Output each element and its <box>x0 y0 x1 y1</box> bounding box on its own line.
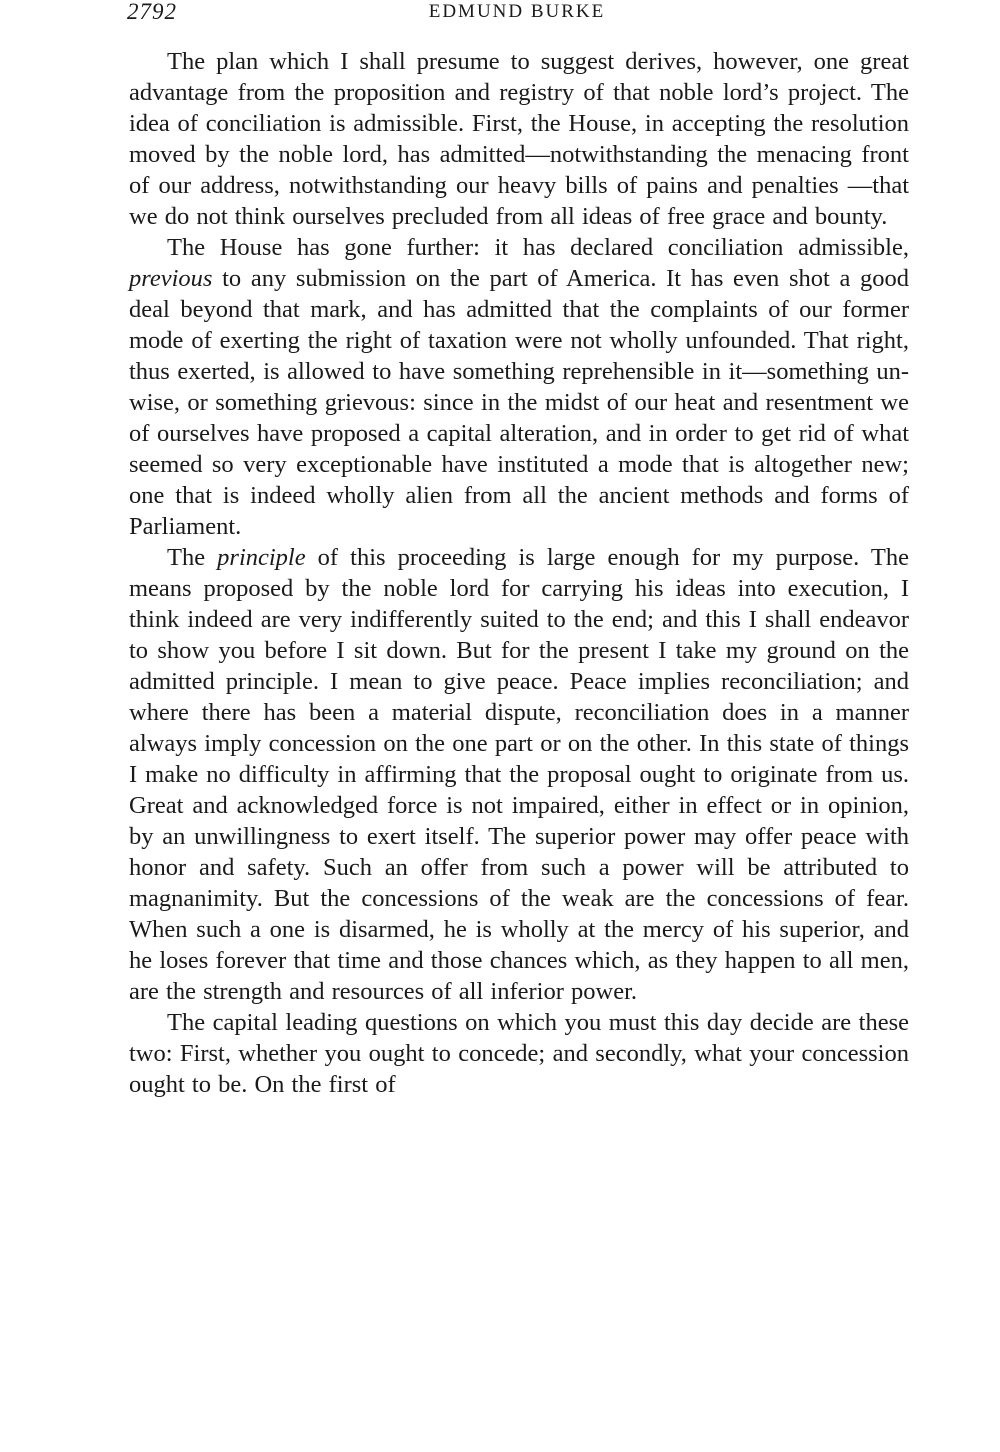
paragraph-2 <box>129 232 909 542</box>
paragraph-1 <box>129 46 909 232</box>
paragraph-4 <box>129 1007 909 1100</box>
text-segment: of this proceeding is large enough for my purpose. The means proposed by the noble lord for carrying his ideas into execution, I think indeed are very indifferently suited to the end; and this I shall endeavor to show you before I sit down. But for the present I take my ground on the admitted principle. I mean to give peace. Peace implies reconciliation; and where there has been a material dispute, reconciliation does in a manner always imply concession on the one part or on the other. In this state of things I make no difficulty in affirming that the proposal ought to originate from us. Great and acknowledged force is not impaired, either in effect or in opinion, by an unwillingness to exert itself. The superior power may offer peace with honor and safety. Such an offer from such a power will be attributed to magnanimity. But the concessions of the weak are the concessions of fear. When such a one is disarmed, he is wholly at the mercy of his superior, and he loses forever that time and those chances which, as they happen to all men, are the strength and resources of all inferior power. <box>129 544 909 1005</box>
page-number: 2792 <box>127 0 177 24</box>
text-segment: The House has gone further: it has declared conciliation admissible, <box>167 234 909 261</box>
running-title: EDMUND BURKE <box>428 1 606 22</box>
body-text <box>129 46 909 1100</box>
text-segment: to any submission on the part of America. It has even shot a good deal beyond that mark, and has admitted that the complaints of our former mode of exerting the right of taxation were not wholly unfounded. That right, thus exerted, is allowed to have something reprehensible in it—something unwise, or something grievous: since in the midst of our heat and resentment we of ourselves have proposed a capital alteration, and in order to get rid of what seemed so very exceptionable have instituted a mode that is altogether new; one that is indeed wholly alien from all the ancient methods and forms of Parliament. <box>129 265 909 540</box>
text-segment: The plan which I shall presume to suggest derives, however, one great advantage from the proposition and registry of that noble lord’s project. The idea of conciliation is admissible. First, the House, in accepting the resolution moved by the noble lord, has admitted—notwithstanding the menacing front of our address, notwithstanding our heavy bills of pains and penalties —that we do not think ourselves precluded from all ideas of free grace and bounty. <box>129 48 909 230</box>
text-segment: The <box>167 544 218 571</box>
paragraph-3 <box>129 542 909 1007</box>
text-segment: The capital leading questions on which you must this day decide are these two: First, whether you ought to concede; and secondly, what your concession ought to be. On the first of <box>129 1009 909 1098</box>
italic-emphasis: previous <box>129 265 213 292</box>
italic-emphasis: principle <box>217 544 306 571</box>
